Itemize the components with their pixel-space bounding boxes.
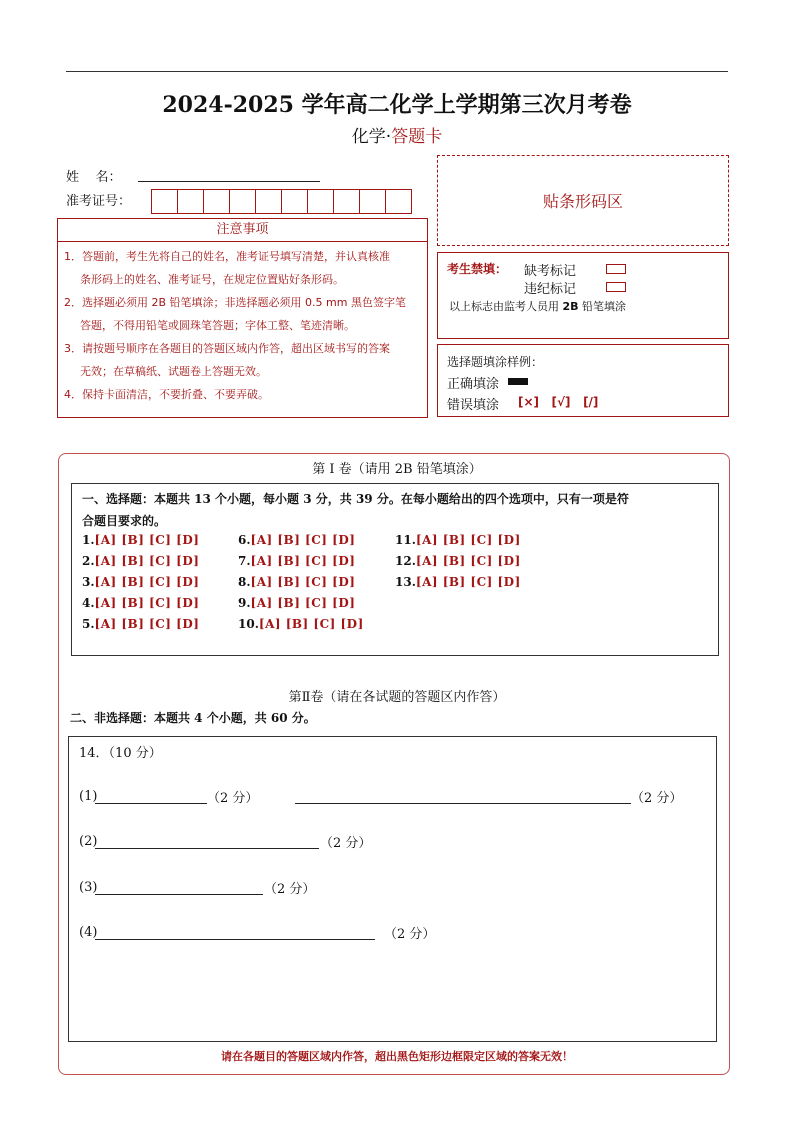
mc-question[interactable] [395,533,521,547]
mc-options[interactable]: [A] [B] [C] [D] [94,554,200,568]
mc-question[interactable] [82,554,199,568]
mc-question[interactable] [238,596,355,610]
part2-instruction: 二、非选择题：本题共 4 个小题，共 60 分。 [70,711,316,725]
mc-question[interactable] [82,575,199,589]
part2-title: 第Ⅱ卷（请在各试题的答题区内作答） [288,690,506,705]
q14-part1-score-b: （2 分） [631,791,683,806]
note-line: 条形码上的姓名、准考证号，在规定位置贴好条形码。 [80,273,344,286]
mc-number: 11. [395,533,416,547]
mc-options[interactable]: [A] [B] [C] [D] [258,617,364,631]
q14-part1-blank-b[interactable] [295,802,631,804]
exam-id-boxes[interactable] [151,189,411,214]
notes-body [57,241,428,418]
mc-options[interactable]: [A] [B] [C] [D] [250,533,356,547]
q14-part2-blank[interactable] [95,847,319,849]
fill-sample-box [437,344,729,417]
exam-id-box[interactable] [203,189,230,214]
exam-id-box[interactable] [307,189,334,214]
q14-part4-label: (4) [79,925,98,940]
mc-question[interactable] [238,554,355,568]
mc-options[interactable]: [A] [B] [C] [D] [250,596,356,610]
mc-options[interactable]: [A] [B] [C] [D] [94,617,200,631]
mc-number: 7. [238,554,251,568]
mc-question[interactable] [82,617,199,631]
mc-number: 10. [238,617,259,631]
barcode-area [437,155,729,246]
subtitle-subject: 化学· [351,127,392,147]
mc-number: 1. [82,533,95,547]
mc-options[interactable]: [A] [B] [C] [D] [250,554,356,568]
mc-number: 5. [82,617,95,631]
wrong-fill-label: 错误填涂 [447,398,500,413]
mc-options[interactable]: [A] [B] [C] [D] [415,554,521,568]
exam-id-label: 准考证号： [66,194,132,209]
q14-part3-score: （2 分） [264,882,316,897]
exam-id-box[interactable] [385,189,412,214]
name-field[interactable] [138,180,320,182]
notes-header: 注意事项 [57,218,428,242]
correct-fill-label: 正确填涂 [447,377,500,392]
subtitle-card: 答题卡 [391,127,443,147]
mc-question[interactable] [82,596,199,610]
q14-part3-blank[interactable] [95,893,263,895]
exam-id-box[interactable] [281,189,308,214]
part1-instruction-line1: 一、选择题：本题共 13 个小题，每小题 3 分，共 39 分。在每小题给出的四个选项中，只有一项是符 [82,492,629,506]
violation-mark-label: 违纪标记 [524,282,577,297]
exam-id-box[interactable] [333,189,360,214]
exam-ban-box [437,252,729,339]
exam-id-box[interactable] [177,189,204,214]
absent-mark-box[interactable] [606,264,626,274]
exam-id-box[interactable] [151,189,178,214]
note-line: 1．答题前，考生先将自己的姓名，准考证号填写清楚，并认真核准 [64,250,390,263]
mc-number: 6. [238,533,251,547]
exam-ban-note [449,298,626,314]
part1-title: 第 I 卷（请用 2B 铅笔填涂） [312,462,482,477]
exam-ban-note-prefix: 以上标志由监考人员用 [449,300,559,313]
name-label: 姓 名： [66,170,122,185]
absent-mark-label: 缺考标记 [524,264,577,279]
exam-ban-note-suffix: 铅笔填涂 [582,300,627,313]
mc-number: 13. [395,575,416,589]
mc-options[interactable]: [A] [B] [C] [D] [94,575,200,589]
page-subtitle [0,122,794,147]
mc-number: 8. [238,575,251,589]
mc-options[interactable]: [A] [B] [C] [D] [415,533,521,547]
note-line: 无效；在草稿纸、试题卷上答题无效。 [80,365,267,378]
correct-fill-mark [508,378,528,385]
exam-id-box[interactable] [359,189,386,214]
mc-options[interactable]: [A] [B] [C] [D] [94,533,200,547]
mc-options[interactable]: [A] [B] [C] [D] [250,575,356,589]
part1-instruction-line2: 合题目要求的。 [82,514,167,528]
footer-warning: 请在各题目的答题区域内作答，超出黑色矩形边框限定区域的答案无效！ [221,1050,573,1063]
wrong-fill-marks: [×] [√] [/] [518,395,599,409]
q14-part2-label: (2) [79,834,98,849]
mc-question[interactable] [238,533,355,547]
q14-part4-score: （2 分） [384,927,436,942]
note-line: 2．选择题必须用 2B 铅笔填涂；非选择题必须用 0.5 mm 黑色签字笔 [64,296,406,309]
exam-id-box[interactable] [229,189,256,214]
mc-question[interactable] [238,617,364,631]
mc-number: 4. [82,596,95,610]
mc-number: 12. [395,554,416,568]
mc-options[interactable]: [A] [B] [C] [D] [94,596,200,610]
exam-id-box[interactable] [255,189,282,214]
mc-options[interactable]: [A] [B] [C] [D] [415,575,521,589]
mc-number: 2. [82,554,95,568]
q14-part4-blank[interactable] [95,938,375,940]
mc-question[interactable] [82,533,199,547]
q14-part1-blank-a[interactable] [95,802,207,804]
q14-part1-score-a: （2 分） [207,791,259,806]
mc-number: 9. [238,596,251,610]
q14-part1-label: (1) [79,789,98,804]
barcode-area-label: 贴条形码区 [542,192,623,211]
mc-question[interactable] [395,554,521,568]
note-line: 4．保持卡面清洁，不要折叠、不要弄破。 [64,388,269,401]
exam-ban-label: 考生禁填： [447,262,508,276]
violation-mark-box[interactable] [606,282,626,292]
q14-part2-score: （2 分） [320,836,372,851]
q14-header: 14．（10 分） [79,746,162,761]
sample-title: 选择题填涂样例： [447,355,544,369]
exam-ban-note-bold: 2B [562,300,579,313]
multiple-choice-section [71,483,719,656]
note-line: 3．请按题号顺序在各题目的答题区域内作答，超出区域书写的答案 [64,342,390,355]
top-rule [66,71,728,72]
note-line: 答题，不得用铅笔或圆珠笔答题；字体工整、笔迹清晰。 [80,319,355,332]
mc-number: 3. [82,575,95,589]
mc-question[interactable] [238,575,355,589]
page-title: 2024-2025 学年高二化学上学期第三次月考卷 [162,92,632,118]
question-14-area[interactable] [68,736,717,1042]
mc-question[interactable] [395,575,521,589]
q14-part3-label: (3) [79,880,98,895]
